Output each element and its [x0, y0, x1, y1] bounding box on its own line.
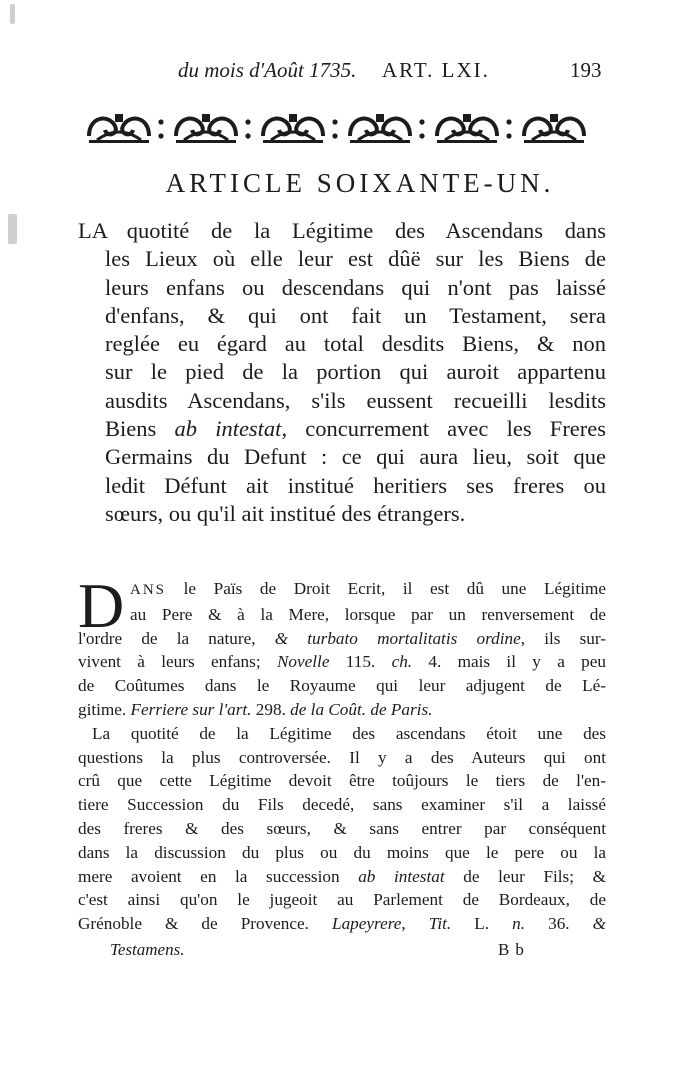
- summary-line: Germains du Defunt : ce qui aura lieu, soit que: [105, 444, 606, 470]
- summary-line: LA quotité de la Légitime des Ascendans dans: [78, 217, 606, 245]
- article-title: ARTICLE SOIXANTE-UN.: [165, 168, 555, 198]
- summary-line: ledit Défunt ait institué heritiers ses freres ou: [105, 472, 606, 498]
- body-line: au Pere & à la Mere, lorsque par un renversement de: [130, 604, 606, 624]
- body-line: dans la discussion du plus ou du moins que le pere ou la: [78, 842, 606, 862]
- body-line: mere avoient en la succession ab intestat de leur Fils; &: [78, 866, 607, 886]
- summary-initial: LA: [78, 218, 108, 243]
- summary-line: d'enfans, & qui ont fait un Testament, sera: [105, 302, 606, 328]
- edge-mark-top: [10, 4, 15, 24]
- drop-cap: D: [78, 570, 125, 641]
- running-head-article: ART. LXI.: [382, 58, 490, 82]
- summary-line: Biens ab intestat, concurrement avec les Freres: [105, 416, 607, 442]
- body-line: La quotité de la Légitime des ascendans étoit une des: [92, 723, 606, 743]
- body-line: vivent à leurs enfans; Novelle 115. ch. 4. mais il y a peu: [78, 652, 606, 672]
- body-line: Grénoble & de Provence. Lapeyrere, Tit. L. n. 36. &: [78, 914, 607, 934]
- summary-line: ausdits Ascendans, s'ils eussent recueilli lesdits: [105, 387, 606, 413]
- body-line: ANS le Païs de Droit Ecrit, il est dû une Légitime: [130, 579, 607, 598]
- signature-mark: Bb: [498, 940, 530, 959]
- body-line: gitime. Ferriere sur l'art. 298. de la Coût. de Paris.: [78, 699, 433, 719]
- article-body: [78, 570, 607, 936]
- summary-line: les Lieux où elle leur est dûë sur les Biens de: [105, 246, 606, 272]
- body-line: crû que cette Légitime devoit être toûjours le tiers de l'en-: [78, 771, 606, 791]
- fleuron-band-icon: [85, 106, 605, 148]
- body-line: c'est ainsi qu'on le jugeoit au Parlement de Bordeaux, de: [78, 890, 606, 910]
- article-summary: [78, 217, 606, 528]
- running-head-date: du mois d'Août 1735.: [178, 58, 357, 82]
- summary-line: reglée eu égard au total desdits Biens, & non: [105, 331, 606, 357]
- fleuron-unit-icon: [89, 114, 164, 143]
- page-footer: [110, 940, 550, 964]
- edge-mark-side: [8, 214, 17, 244]
- running-head: [150, 58, 610, 88]
- body-line: l'ordre de la nature, & turbato mortalitatis ordine, ils sur-: [78, 628, 606, 648]
- summary-line: sur le pied de la portion qui auroit appartenu: [105, 359, 606, 385]
- summary-line: leurs enfans ou descendans qui n'ont pas laissé: [105, 274, 606, 300]
- summary-line: sœurs, ou qu'il ait institué des étrangers.: [105, 500, 466, 526]
- catchword: Testamens.: [110, 940, 185, 959]
- body-line: tiere Succession du Fils decedé, sans examiner s'il a laissé: [78, 795, 606, 815]
- body-line: questions la plus controversée. Il y a des Auteurs qui ont: [78, 747, 606, 767]
- page-number: 193: [570, 58, 602, 82]
- body-line: de Coûtumes dans le Royaume qui leur adjugent de Lé-: [78, 676, 606, 696]
- body-line: des freres & des sœurs, & sans entrer par conséquent: [78, 818, 606, 838]
